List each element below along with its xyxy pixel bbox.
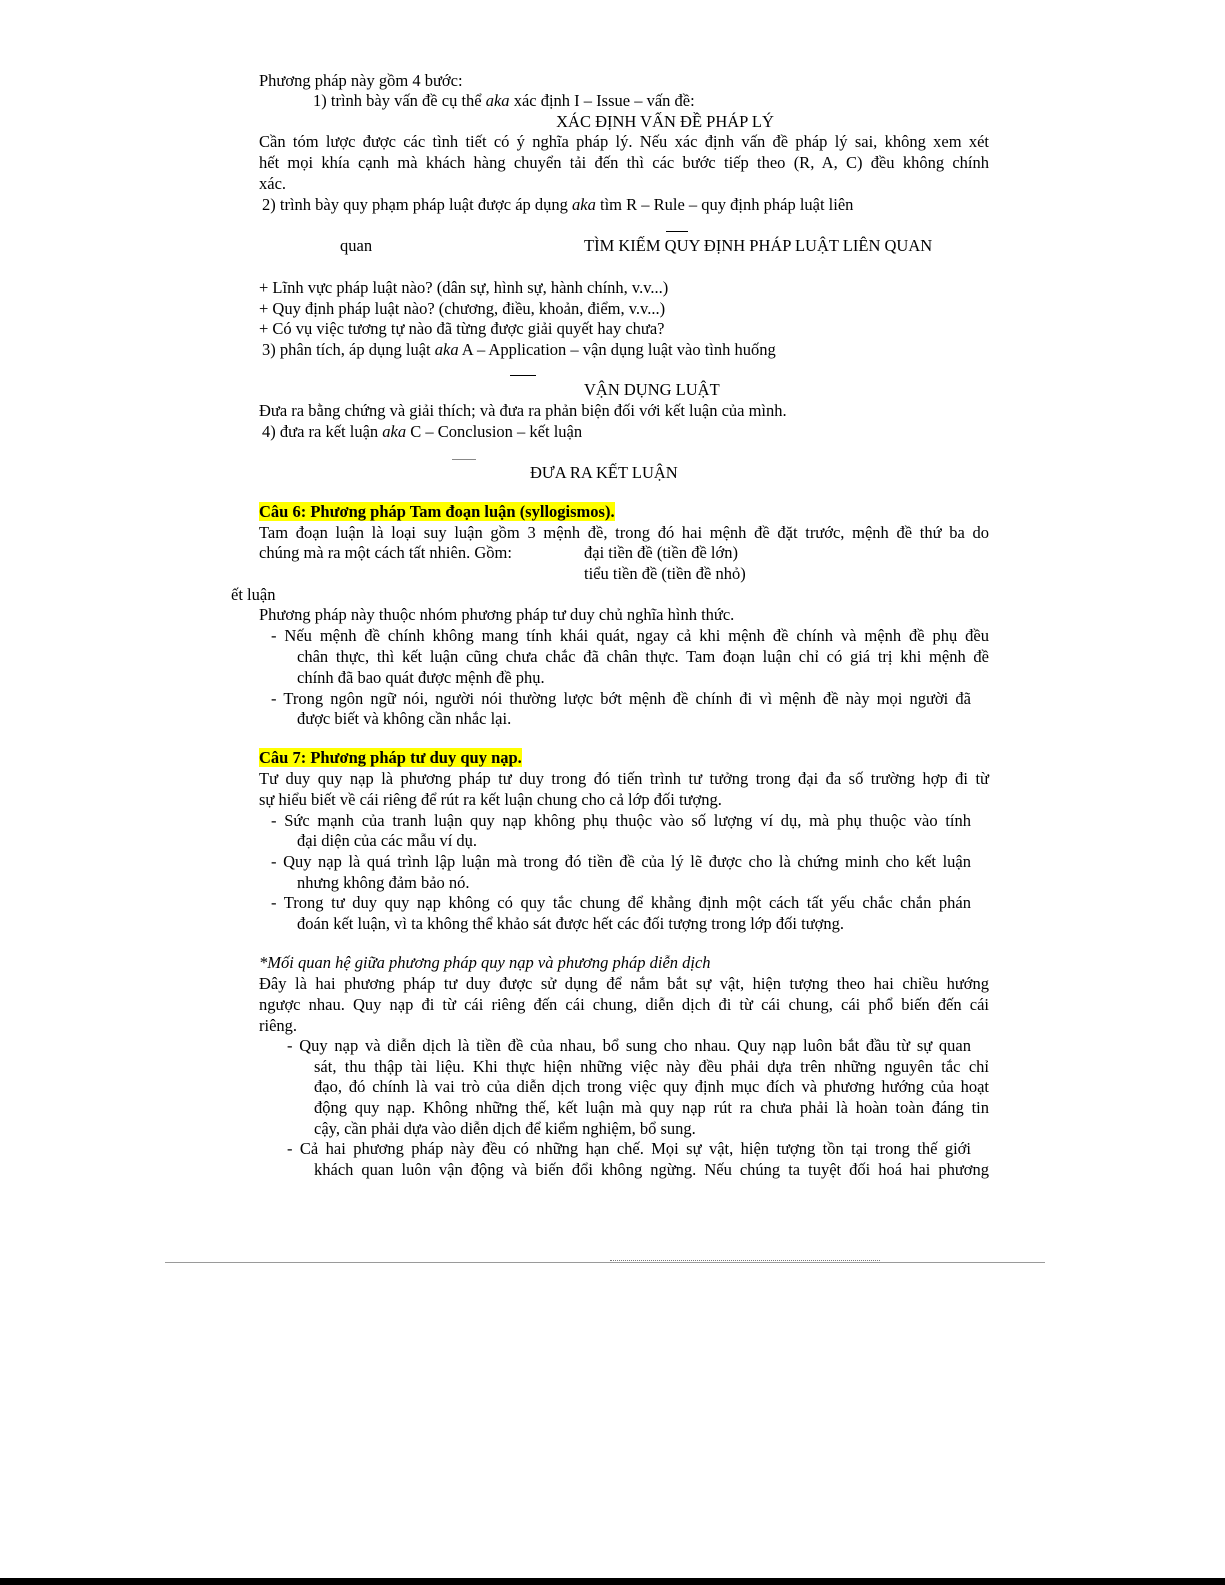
- step-1: [313, 90, 1043, 111]
- paragraph-line: Cần tóm lược được các tình tiết có ý nghĩa pháp lý. Nếu xác định vấn đề pháp lý sai, không xem xét: [259, 132, 989, 151]
- bullet-item-cont: nhưng không đảm bảo nó.: [297, 873, 470, 892]
- question-6-heading: [259, 501, 989, 522]
- step-3: [262, 339, 992, 360]
- bullet-item: - Quy nạp và diễn dịch là tiền đề của nhau, bổ sung cho nhau. Quy nạp luôn bắt đầu từ sự quan: [287, 1036, 971, 1055]
- aka-term: aka: [572, 195, 596, 214]
- bullet-item-cont: sát, thu thập tài liệu. Khi thực hiện những việc này đều phải dựa trên những nguyên tắc chỉ: [314, 1057, 989, 1076]
- bottom-edge-bar: [0, 1578, 1225, 1585]
- bullet-item-cont: động quy nạp. Không những thế, kết luận mà quy nạp rút ra chưa phải là hoàn toàn đáng tin: [314, 1098, 989, 1117]
- arrow-stem: [452, 459, 476, 460]
- page-divider-artifact: [610, 1260, 880, 1262]
- question-7-heading: [259, 747, 989, 768]
- bullet-item-cont: đoán kết luận, vì ta không thể khảo sát được hết các đối tượng trong lớp đối tượng.: [297, 914, 844, 933]
- step-3-heading: VẬN DỤNG LUẬT: [584, 380, 720, 399]
- paragraph-line: chúng mà ra một cách tất nhiên. Gồm:: [259, 543, 512, 562]
- step-2-text-end: tìm R – Rule – quy định pháp luật liên: [595, 195, 854, 214]
- step-3-text-end: A – Application – vận dụng luật vào tình huống: [458, 340, 776, 359]
- paragraph-line: Tư duy quy nạp là phương pháp tư duy trong đó tiến trình tư tưởng trong đại đa số trường hợp đi từ: [259, 769, 989, 788]
- bullet-item-cont: chân thực, thì kết luận cũng chưa chắc đã chân thực. Tam đoạn luận chỉ có giá trị khi mệnh đề: [297, 647, 989, 666]
- relation-subheading: *Mối quan hệ giữa phương pháp quy nạp và phương pháp diễn dịch: [259, 953, 711, 972]
- step-2-heading: TÌM KIẾM QUY ĐỊNH PHÁP LUẬT LIÊN QUAN: [584, 236, 933, 255]
- bullet-item: - Quy nạp là quá trình lập luận mà trong đó tiền đề của lý lẽ được cho là chứng minh cho kết luận: [271, 852, 971, 871]
- paragraph-line: xác.: [259, 174, 287, 193]
- bullet-item-cont: đại diện của các mẫu ví dụ.: [297, 831, 478, 850]
- premise-minor: tiểu tiền đề (tiền đề nhỏ): [584, 564, 746, 583]
- aka-term: aka: [434, 340, 459, 359]
- paragraph-line: hết mọi khía cạnh mà khách hàng chuyển tải đến thì các bước tiếp theo (R, A, C) đều không chính: [259, 153, 989, 172]
- paragraph-line: Đây là hai phương pháp tư duy được sử dụng để nắm bắt sự vật, hiện tượng theo hai chiều hướng: [259, 974, 989, 993]
- step-4-text: 4) đưa ra kết luận: [262, 422, 383, 441]
- step-4-heading: ĐƯA RA KẾT LUẬN: [530, 463, 678, 482]
- bullet-item: - Trong ngôn ngữ nói, người nói thường lược bớt mệnh đề chính đi vì mệnh đề này mọi người đã: [271, 689, 971, 708]
- bullet-item-cont: được biết và không cần nhắc lại.: [297, 709, 512, 728]
- step-2-text: 2) trình bày quy phạm pháp luật được áp dụng: [262, 195, 573, 214]
- step-2-wrap: quan: [340, 236, 373, 255]
- paragraph-line: Phương pháp này thuộc nhóm phương pháp tư duy chủ nghĩa hình thức.: [259, 605, 735, 624]
- bullet-item: - Cả hai phương pháp này đều có những hạn chế. Mọi sự vật, hiện tượng tồn tại trong thế giới: [287, 1139, 971, 1158]
- paragraph-line: Đưa ra bằng chứng và giải thích; và đưa ra phản biện đối với kết luận của mình.: [259, 401, 787, 420]
- page-divider: [165, 1262, 1045, 1263]
- bullet-item: - Nếu mệnh đề chính không mang tính khái quát, ngay cả khi mệnh đề chính và mệnh đề phụ đều: [271, 626, 989, 645]
- step-3-text: 3) phân tích, áp dụng luật: [262, 340, 435, 359]
- bullet-item: - Trong tư duy quy nạp không có quy tắc chung để khẳng định một cách tất yếu chắc chắn phán: [271, 893, 971, 912]
- intro-line: Phương pháp này gồm 4 bước:: [259, 71, 463, 90]
- list-item: + Quy định pháp luật nào? (chương, điều, khoản, điểm, v.v...): [259, 299, 666, 318]
- paragraph-line: ngược nhau. Quy nạp đi từ cái riêng đến cái chung, diễn dịch đi từ cái chung, cái phổ biến đến cái: [259, 995, 989, 1014]
- paragraph-line: Tam đoạn luận là loại suy luận gồm 3 mệnh đề, trong đó hai mệnh đề đặt trước, mệnh đề thứ ba do: [259, 523, 989, 542]
- premise-major: đại tiền đề (tiền đề lớn): [584, 543, 738, 562]
- step-4: [262, 421, 992, 442]
- step-1-text: 1) trình bày vấn đề cụ thể: [313, 91, 486, 110]
- list-item: + Có vụ việc tương tự nào đã từng được giải quyết hay chưa?: [259, 319, 665, 338]
- arrow-stem: [666, 231, 688, 232]
- bullet-item-cont: đạo, đó chính là vai trò của diễn dịch trong việc quy định mục đích và phương hướng của hoạt: [314, 1077, 989, 1096]
- step-1-text-end: xác định I – Issue – vấn đề:: [509, 91, 695, 110]
- step-4-text-end: C – Conclusion – kết luận: [406, 422, 583, 441]
- paragraph-line: sự hiểu biết về cái riêng để rút ra kết luận chung cho cả lớp đối tượng.: [259, 790, 722, 809]
- bullet-item: - Sức mạnh của tranh luận quy nạp không phụ thuộc vào số lượng ví dụ, mà phụ thuộc vào tính: [271, 811, 971, 830]
- conclusion-fragment: ết luận: [231, 585, 276, 604]
- arrow-stem: [510, 375, 536, 376]
- question-7-title: Câu 7: Phương pháp tư duy quy nạp.: [259, 748, 522, 767]
- aka-term: aka: [485, 91, 510, 110]
- aka-term: aka: [382, 422, 407, 441]
- paragraph-line: riêng.: [259, 1016, 298, 1035]
- bullet-item-cont: cậy, cần phải dựa vào diễn dịch để kiểm nghiệm, bổ sung.: [314, 1119, 696, 1138]
- question-6-title: Câu 6: Phương pháp Tam đoạn luận (syllogismos).: [259, 502, 615, 521]
- list-item: + Lĩnh vực pháp luật nào? (dân sự, hình sự, hành chính, v.v...): [259, 278, 669, 297]
- step-1-heading: XÁC ĐỊNH VẤN ĐỀ PHÁP LÝ: [556, 112, 774, 131]
- step-2: [262, 194, 992, 215]
- bullet-item-cont: khách quan luôn vận động và biến đổi không ngừng. Nếu chúng ta tuyệt đối hoá hai phương: [314, 1160, 989, 1179]
- bullet-item-cont: chính đã bao quát được mệnh đề phụ.: [297, 668, 545, 687]
